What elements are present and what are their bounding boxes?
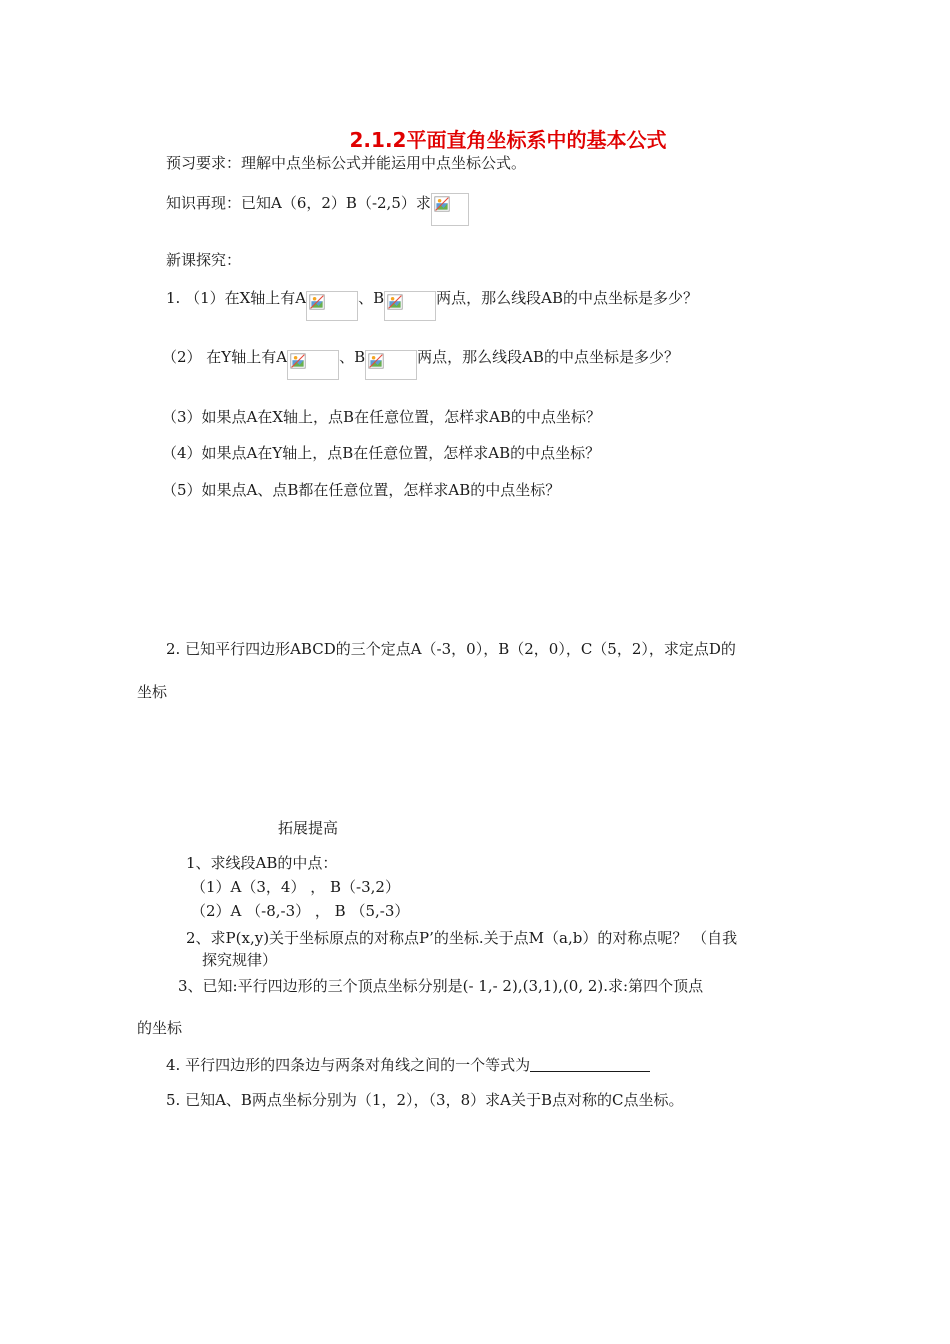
q1-2-tail: 两点，那么线段AB的中点坐标是多少？ <box>417 348 679 366</box>
question-2-line1: 2. 已知平行四边形ABCD的三个定点A（-3，0），B（2，0），C（5，2），求定点D的 <box>166 640 736 658</box>
broken-image-icon <box>431 193 469 226</box>
knowledge-text: 知识再现：已知A（6，2）B（-2,5）求 <box>166 194 431 212</box>
new-explore-heading: 新课探究： <box>166 251 242 269</box>
preview-requirement: 预习要求：理解中点坐标公式并能运用中点坐标公式。 <box>166 154 527 172</box>
q1-1-lead: 1. （1）在X轴上有A <box>166 289 307 307</box>
extension-heading: 拓展提高 <box>278 819 339 837</box>
question-1-1 <box>166 288 698 321</box>
question-1-5: （5）如果点A、点B都在任意位置，怎样求AB的中点坐标？ <box>162 481 561 499</box>
q1-1-sep: 、B <box>358 289 385 307</box>
q1-1-tail: 两点，那么线段AB的中点坐标是多少？ <box>436 289 699 307</box>
broken-image-icon <box>306 291 358 321</box>
q1-2-sep: 、B <box>339 348 366 366</box>
extension-4 <box>166 1055 650 1075</box>
q1-2-lead: （2） 在Y轴上有A <box>162 348 288 366</box>
extension-5: 5. 已知A、B两点坐标分别为（1，2），（3，8）求A关于B点对称的C点坐标。 <box>166 1091 684 1109</box>
question-1-2 <box>162 347 679 380</box>
knowledge-recall <box>166 193 469 226</box>
page-title: 2.1.2平面直角坐标系中的基本公式 <box>349 128 667 152</box>
extension-3-line1: 3、已知:平行四边形的三个顶点坐标分别是(- 1,- 2),(3,1),(0, 2).求:第四个顶点 <box>178 977 704 995</box>
extension-1: 1、求线段AB的中点： <box>186 854 338 872</box>
extension-3-line2: 的坐标 <box>137 1019 183 1037</box>
question-1-3: （3）如果点A在X轴上，点B在任意位置，怎样求AB的中点坐标？ <box>162 408 601 426</box>
broken-image-icon <box>384 291 436 321</box>
broken-image-icon <box>287 350 339 380</box>
extension-2-line2: 探究规律） <box>202 951 278 969</box>
extension-1-2: （2）A （-8,-3） ， B （5,-3） <box>191 902 410 920</box>
question-1-4: （4）如果点A在Y轴上，点B在任意位置，怎样求AB的中点坐标？ <box>162 444 601 462</box>
broken-image-icon <box>365 350 417 380</box>
extension-1-1: （1）A（3，4） ， B（-3,2） <box>191 878 400 896</box>
question-2-line2: 坐标 <box>137 683 168 701</box>
answer-blank[interactable] <box>530 1057 650 1072</box>
extension-4-text: 4. 平行四边形的四条边与两条对角线之间的一个等式为 <box>166 1056 531 1074</box>
extension-2-line1: 2、求P(x,y)关于坐标原点的对称点P’的坐标.关于点M（a,b）的对称点呢？ （自我 <box>186 929 738 947</box>
